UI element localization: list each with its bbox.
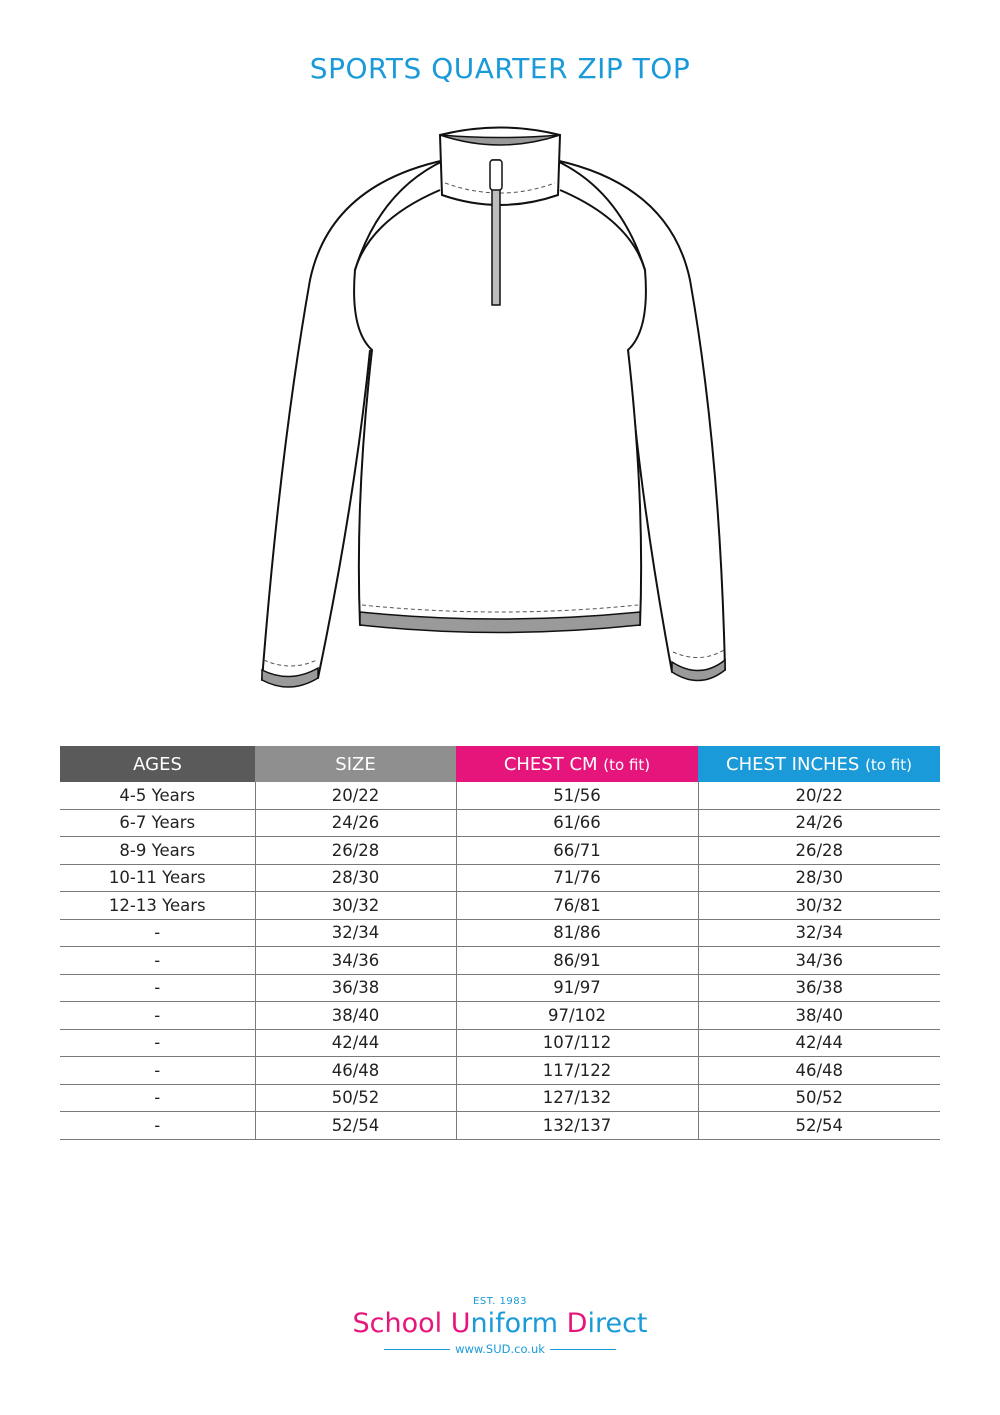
chest-inches-cell: 46/48	[698, 1057, 940, 1085]
table-row	[60, 837, 940, 865]
age-cell: -	[60, 1084, 255, 1112]
brand-logo	[0, 1296, 1000, 1366]
chest-cm-cell: 76/81	[456, 892, 698, 920]
size-cell: 24/26	[255, 809, 456, 837]
chest-inches-cell: 20/22	[698, 782, 940, 809]
age-cell: 4-5 Years	[60, 782, 255, 809]
header-size: SIZE	[255, 746, 456, 782]
header-ages: AGES	[60, 746, 255, 782]
chest-inches-cell: 34/36	[698, 947, 940, 975]
age-cell: -	[60, 947, 255, 975]
table-row	[60, 809, 940, 837]
size-chart-table	[60, 746, 940, 1140]
chest-cm-cell: 127/132	[456, 1084, 698, 1112]
table-row	[60, 782, 940, 809]
zipper-pull	[490, 160, 502, 190]
chest-inches-cell: 52/54	[698, 1112, 940, 1140]
size-cell: 38/40	[255, 1002, 456, 1030]
chest-inches-cell: 38/40	[698, 1002, 940, 1030]
size-cell: 30/32	[255, 892, 456, 920]
table-header-row	[60, 746, 940, 782]
size-cell: 42/44	[255, 1029, 456, 1057]
table-row	[60, 1112, 940, 1140]
table-row	[60, 1002, 940, 1030]
age-cell: -	[60, 1029, 255, 1057]
age-cell: 6-7 Years	[60, 809, 255, 837]
age-cell: -	[60, 1002, 255, 1030]
age-cell: -	[60, 1112, 255, 1140]
age-cell: -	[60, 919, 255, 947]
age-cell: -	[60, 1057, 255, 1085]
table-row	[60, 892, 940, 920]
logo-url-row	[384, 1341, 616, 1357]
chest-cm-cell: 61/66	[456, 809, 698, 837]
chest-cm-cell: 86/91	[456, 947, 698, 975]
logo-url: www.SUD.co.uk	[455, 1342, 545, 1356]
chest-cm-cell: 107/112	[456, 1029, 698, 1057]
page-title: SPORTS QUARTER ZIP TOP	[309, 52, 691, 85]
age-cell: 8-9 Years	[60, 837, 255, 865]
size-cell: 50/52	[255, 1084, 456, 1112]
logo-wordmark: School Uniform Direct	[352, 1308, 648, 1339]
size-cell: 32/34	[255, 919, 456, 947]
size-cell: 52/54	[255, 1112, 456, 1140]
table-row	[60, 974, 940, 1002]
chest-cm-cell: 51/56	[456, 782, 698, 809]
chest-cm-cell: 71/76	[456, 864, 698, 892]
chest-inches-cell: 42/44	[698, 1029, 940, 1057]
size-cell: 20/22	[255, 782, 456, 809]
chest-cm-cell: 81/86	[456, 919, 698, 947]
chest-cm-cell: 91/97	[456, 974, 698, 1002]
chest-inches-cell: 28/30	[698, 864, 940, 892]
chest-inches-cell: 32/34	[698, 919, 940, 947]
table-row	[60, 864, 940, 892]
logo-established: EST. 1983	[473, 1296, 527, 1307]
size-cell: 28/30	[255, 864, 456, 892]
size-cell: 26/28	[255, 837, 456, 865]
chest-cm-cell: 117/122	[456, 1057, 698, 1085]
size-cell: 36/38	[255, 974, 456, 1002]
table-row	[60, 1057, 940, 1085]
chest-inches-cell: 24/26	[698, 809, 940, 837]
chest-inches-cell: 26/28	[698, 837, 940, 865]
table-row	[60, 947, 940, 975]
chest-inches-cell: 30/32	[698, 892, 940, 920]
size-cell: 34/36	[255, 947, 456, 975]
quarter-zip-top-illustration	[240, 115, 760, 705]
table-row	[60, 1084, 940, 1112]
size-cell: 46/48	[255, 1057, 456, 1085]
chest-cm-cell: 97/102	[456, 1002, 698, 1030]
header-chest-cm: CHEST CM (to fit)	[456, 746, 698, 782]
age-cell: -	[60, 974, 255, 1002]
age-cell: 10-11 Years	[60, 864, 255, 892]
table-row	[60, 919, 940, 947]
chest-inches-cell: 50/52	[698, 1084, 940, 1112]
header-chest-inches: CHEST INCHES (to fit)	[698, 746, 940, 782]
table-row	[60, 1029, 940, 1057]
age-cell: 12-13 Years	[60, 892, 255, 920]
chest-inches-cell: 36/38	[698, 974, 940, 1002]
chest-cm-cell: 132/137	[456, 1112, 698, 1140]
chest-cm-cell: 66/71	[456, 837, 698, 865]
